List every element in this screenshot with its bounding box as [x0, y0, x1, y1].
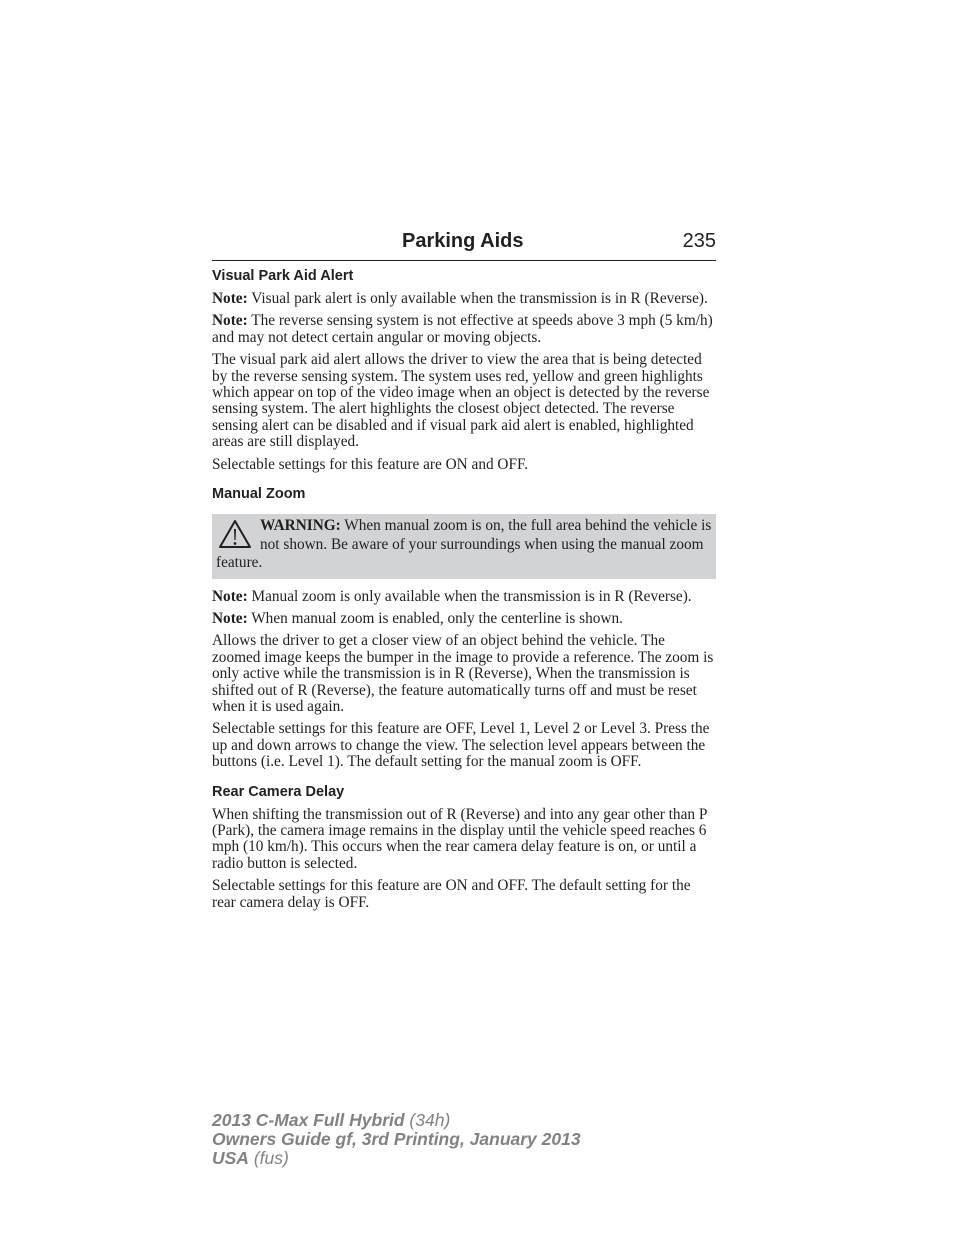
footer-model-name: 2013 C-Max Full Hybrid [212, 1110, 405, 1130]
footer-line-model [212, 1111, 581, 1130]
body-paragraph: Selectable settings for this feature are ON and OFF. The default setting for the rear camera delay is OFF. [212, 877, 691, 911]
page-number: 235 [682, 230, 716, 252]
warning-triangle-icon [218, 519, 252, 549]
footer-line-market [212, 1149, 581, 1168]
note-paragraph [212, 313, 716, 346]
note-text: The reverse sensing system is not effective at speeds above 3 mph (5 km/h) and may not detect certain angular or moving objects. [212, 312, 713, 346]
footer-market: USA [212, 1148, 249, 1168]
warning-box [212, 514, 716, 579]
note-paragraph [212, 291, 716, 307]
body-paragraph: When shifting the transmission out of R (Reverse) and into any gear other than P (Park), the camera image remains in the display until the vehicle speed reaches 6 mph (10 km/h). This occurs when the rear camera delay feature is on, or until a radio button is selected. [212, 805, 707, 872]
note-label: Note: [212, 290, 248, 307]
note-label: Note: [212, 312, 248, 330]
note-label: Note: [212, 609, 248, 627]
note-text: When manual zoom is enabled, only the centerline is shown. [247, 609, 623, 627]
body-paragraph: Selectable settings for this feature are OFF, Level 1, Level 2 or Level 3. Press the up and down arrows to change the view. The selection level appears between the buttons (i.e. Level 1). The default setting for the manual zoom is OFF. [212, 720, 710, 771]
warning-label: WARNING: [260, 517, 341, 535]
page-header [212, 230, 716, 261]
note-label: Note: [212, 587, 248, 605]
footer-line-guide [212, 1130, 581, 1149]
footer-model-code: (34h) [404, 1110, 451, 1130]
note-text: Manual zoom is only available when the transmission is in R (Reverse). [247, 587, 692, 605]
section-heading-manual-zoom: Manual Zoom [212, 486, 306, 503]
footer-guide-name: Owners Guide gf, 3rd Printing, January 2013 [212, 1129, 581, 1149]
page-footer [212, 1111, 581, 1168]
body-paragraph: The visual park aid alert allows the driver to view the area that is being detected by the reverse sensing system. The system uses red, yellow and green highlights which appear on top of the video image when an object is detected by the reverse sensing system. The alert highlights the closest object detected. The reverse sensing alert can be disabled and if visual park aid alert is enabled, highlighted areas are still displayed. [212, 351, 710, 451]
section-heading-rear-camera-delay: Rear Camera Delay [212, 783, 345, 800]
footer-market-code: (fus) [248, 1148, 289, 1168]
body-paragraph: Selectable settings for this feature are ON and OFF. [212, 455, 529, 473]
page-content [212, 266, 716, 917]
note-paragraph [212, 611, 716, 627]
note-text: Visual park alert is only available when the transmission is in R (Reverse). [247, 290, 708, 307]
note-paragraph [212, 589, 716, 605]
section-heading-visual-park-aid: Visual Park Aid Alert [212, 268, 354, 284]
warning-text: When manual zoom is on, the full area behind the vehicle is not shown. Be aware of your surroundings when using the manual zoom feature. [216, 517, 712, 572]
body-paragraph: Allows the driver to get a closer view of an object behind the vehicle. The zoomed image keeps the bumper in the image to provide a reference. The zoom is only active while the transmission is in R (Reverse), When the transmission is shifted out of R (Reverse), the feature automatically turns off and must be reset when it is used again. [212, 632, 714, 715]
page-title: Parking Aids [402, 230, 524, 252]
